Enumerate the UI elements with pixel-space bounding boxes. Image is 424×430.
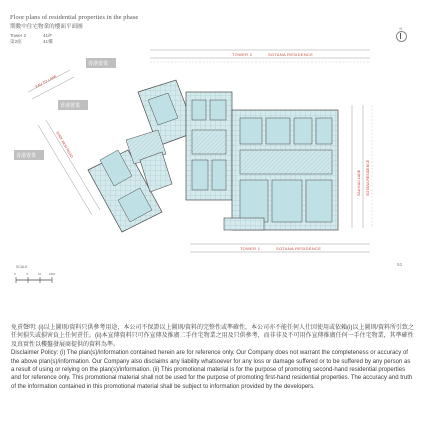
watermark-text-1: 香港置業 — [60, 103, 81, 109]
lane-label-top-left: KAU TO LANE — [34, 74, 58, 89]
scale-tick-3: 15M — [49, 272, 55, 276]
scale-bar — [14, 265, 55, 283]
scale-label: SCALE — [16, 265, 28, 269]
watermark-logo-1 — [58, 100, 88, 110]
floor-plan-title-zh: 期數中住宅物業的樓面平面圖 — [10, 24, 83, 30]
tower-block-center — [186, 92, 232, 200]
scale-tick-1: 5 — [26, 272, 29, 276]
road-label-right-2: SOTANA RESIDENCE — [366, 159, 370, 196]
tower-label-en: Tower 2 — [10, 33, 27, 38]
road-label-right-1: SAU KAU LANE — [357, 169, 361, 196]
residence-label-top: SOTANA RESIDENCE — [268, 52, 314, 57]
road-label-left: SHEK MUN ROAD — [55, 130, 74, 159]
scale-tick-2: 10 — [38, 272, 42, 276]
tower-block-right — [224, 110, 338, 230]
watermark-text-2: 香港置業 — [88, 61, 109, 67]
watermark-logo-2 — [86, 58, 116, 68]
watermark-logo-3 — [14, 150, 44, 160]
disclaimer-block — [11, 324, 415, 391]
page-number: 53 — [397, 262, 403, 267]
disclaimer-zh: 免責聲明: (i)以上圖則/資料只供參考用途，本公司不保證以上圖則/資料的完整性或準確性，本公司亦不能任何人仕因使用或依賴(i)以上圖則/資料所引致之任何損失或損害負上任何責任。(ii)本宣傳資料只可作宣傳及推廣二手住宅物業之用及只供參考，而非非及不可用作宣傳推廣任何一手住宅物業，其準確性及真實性以樓盤發展商提供的資料為準。 — [11, 325, 414, 348]
tower-label-bottom: TOWER 1 — [240, 246, 261, 251]
floor-label-zh: 41樓 — [43, 38, 53, 44]
residence-label-bottom: SOTANA RESIDENCE — [276, 246, 322, 251]
floor-label-en: 41/F — [43, 33, 53, 38]
scale-tick-0: 0 — [14, 272, 16, 276]
tower-label-zh: 第2座 — [10, 38, 22, 44]
disclaimer-en: Disclaimer Policy: (i) The plan(s)/information contained herein are for reference only. Our Company does not warrant the completeness or accuracy of the above plan(s)/information. Our Company also disclaims any liability whatsoever for any loss or damage suffered or to be suffered by any person as a result of using or relying on the plan(s)/information. (ii) This promotional material is for the purpose of promoting second-hand residential properties and for reference only. This promotional material shall not be used for the purpose of promoting first-hand residential properties. The accuracy and truth of the information contained in this promotional material shall be subject to information provided by the developers. — [11, 350, 413, 390]
tower-label-top: TOWER 2 — [232, 52, 253, 57]
watermark-text-3: 香港置業 — [16, 153, 37, 159]
road-top — [150, 50, 370, 62]
north-label: N — [399, 27, 403, 31]
floor-plan-title-en: Floor plans of residential properties in the phase — [10, 14, 139, 21]
